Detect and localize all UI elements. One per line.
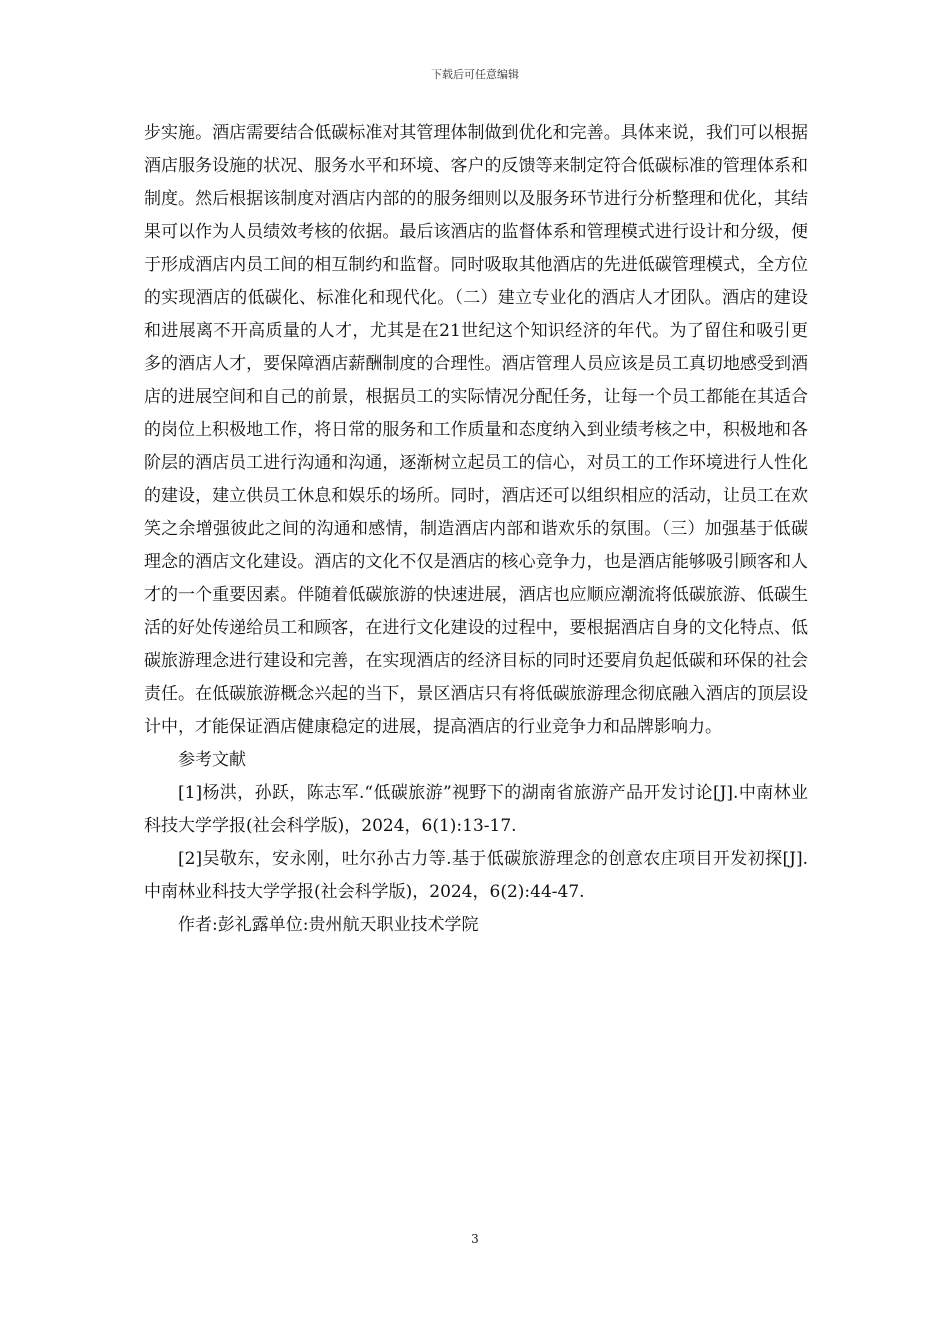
author-line: 作者:彭礼露单位:贵州航天职业技术学院	[178, 915, 479, 935]
page-content	[144, 117, 808, 942]
page-header: 下载后可任意编辑	[431, 68, 519, 81]
references-title: 参考文献	[178, 750, 246, 770]
reference-item-2: [2]吴敬东，安永刚，吐尔孙古力等.基于低碳旅游理念的创意农庄项目开发初探[J].中南林业科技大学学报(社会科学版)，2024，6(2):44-47.	[144, 849, 808, 902]
reference-item-1: [1]杨洪，孙跃，陈志军.“低碳旅游”视野下的湖南省旅游产品开发讨论[J].中南林业科技大学学报(社会科学版)，2024，6(1):13-17.	[144, 783, 808, 836]
page-number: 3	[471, 1232, 479, 1246]
body-paragraph: 步实施。酒店需要结合低碳标准对其管理体制做到优化和完善。具体来说，我们可以根据酒店服务设施的状况、服务水平和环境、客户的反馈等来制定符合低碳标准的管理体系和制度。然后根据该制度对酒店内部的的服务细则以及服务环节进行分析整理和优化，其结果可以作为人员绩效考核的依据。最后该酒店的监督体系和管理模式进行设计和分级，便于形成酒店内员工间的相互制约和监督。同时吸取其他酒店的先进低碳管理模式，全方位的实现酒店的低碳化、标准化和现代化。（二）建立专业化的酒店人才团队。酒店的建设和进展离不开高质量的人才，尤其是在21世纪这个知识经济的年代。为了留住和吸引更多的酒店人才，要保障酒店薪酬制度的合理性。酒店管理人员应该是员工真切地感受到酒店的进展空间和自己的前景，根据员工的实际情况分配任务，让每一个员工都能在其适合的岗位上积极地工作，将日常的服务和工作质量和态度纳入到业绩考核之中，积极地和各阶层的酒店员工进行沟通和沟通，逐渐树立起员工的信心，对员工的工作环境进行人性化的建设，建立供员工休息和娱乐的场所。同时，酒店还可以组织相应的活动，让员工在欢笑之余增强彼此之间的沟通和感情，制造酒店内部和谐欢乐的氛围。（三）加强基于低碳理念的酒店文化建设。酒店的文化不仅是酒店的核心竞争力，也是酒店能够吸引顾客和人才的一个重要因素。伴随着低碳旅游的快速进展，酒店也应顺应潮流将低碳旅游、低碳生活的好处传递给员工和顾客，在进行文化建设的过程中，要根据酒店自身的文化特点、低碳旅游理念进行建设和完善，在实现酒店的经济目标的同时还要肩负起低碳和环保的社会责任。在低碳旅游概念兴起的当下，景区酒店只有将低碳旅游理念彻底融入酒店的顶层设计中，才能保证酒店健康稳定的进展，提高酒店的行业竞争力和品牌影响力。	[144, 123, 808, 737]
